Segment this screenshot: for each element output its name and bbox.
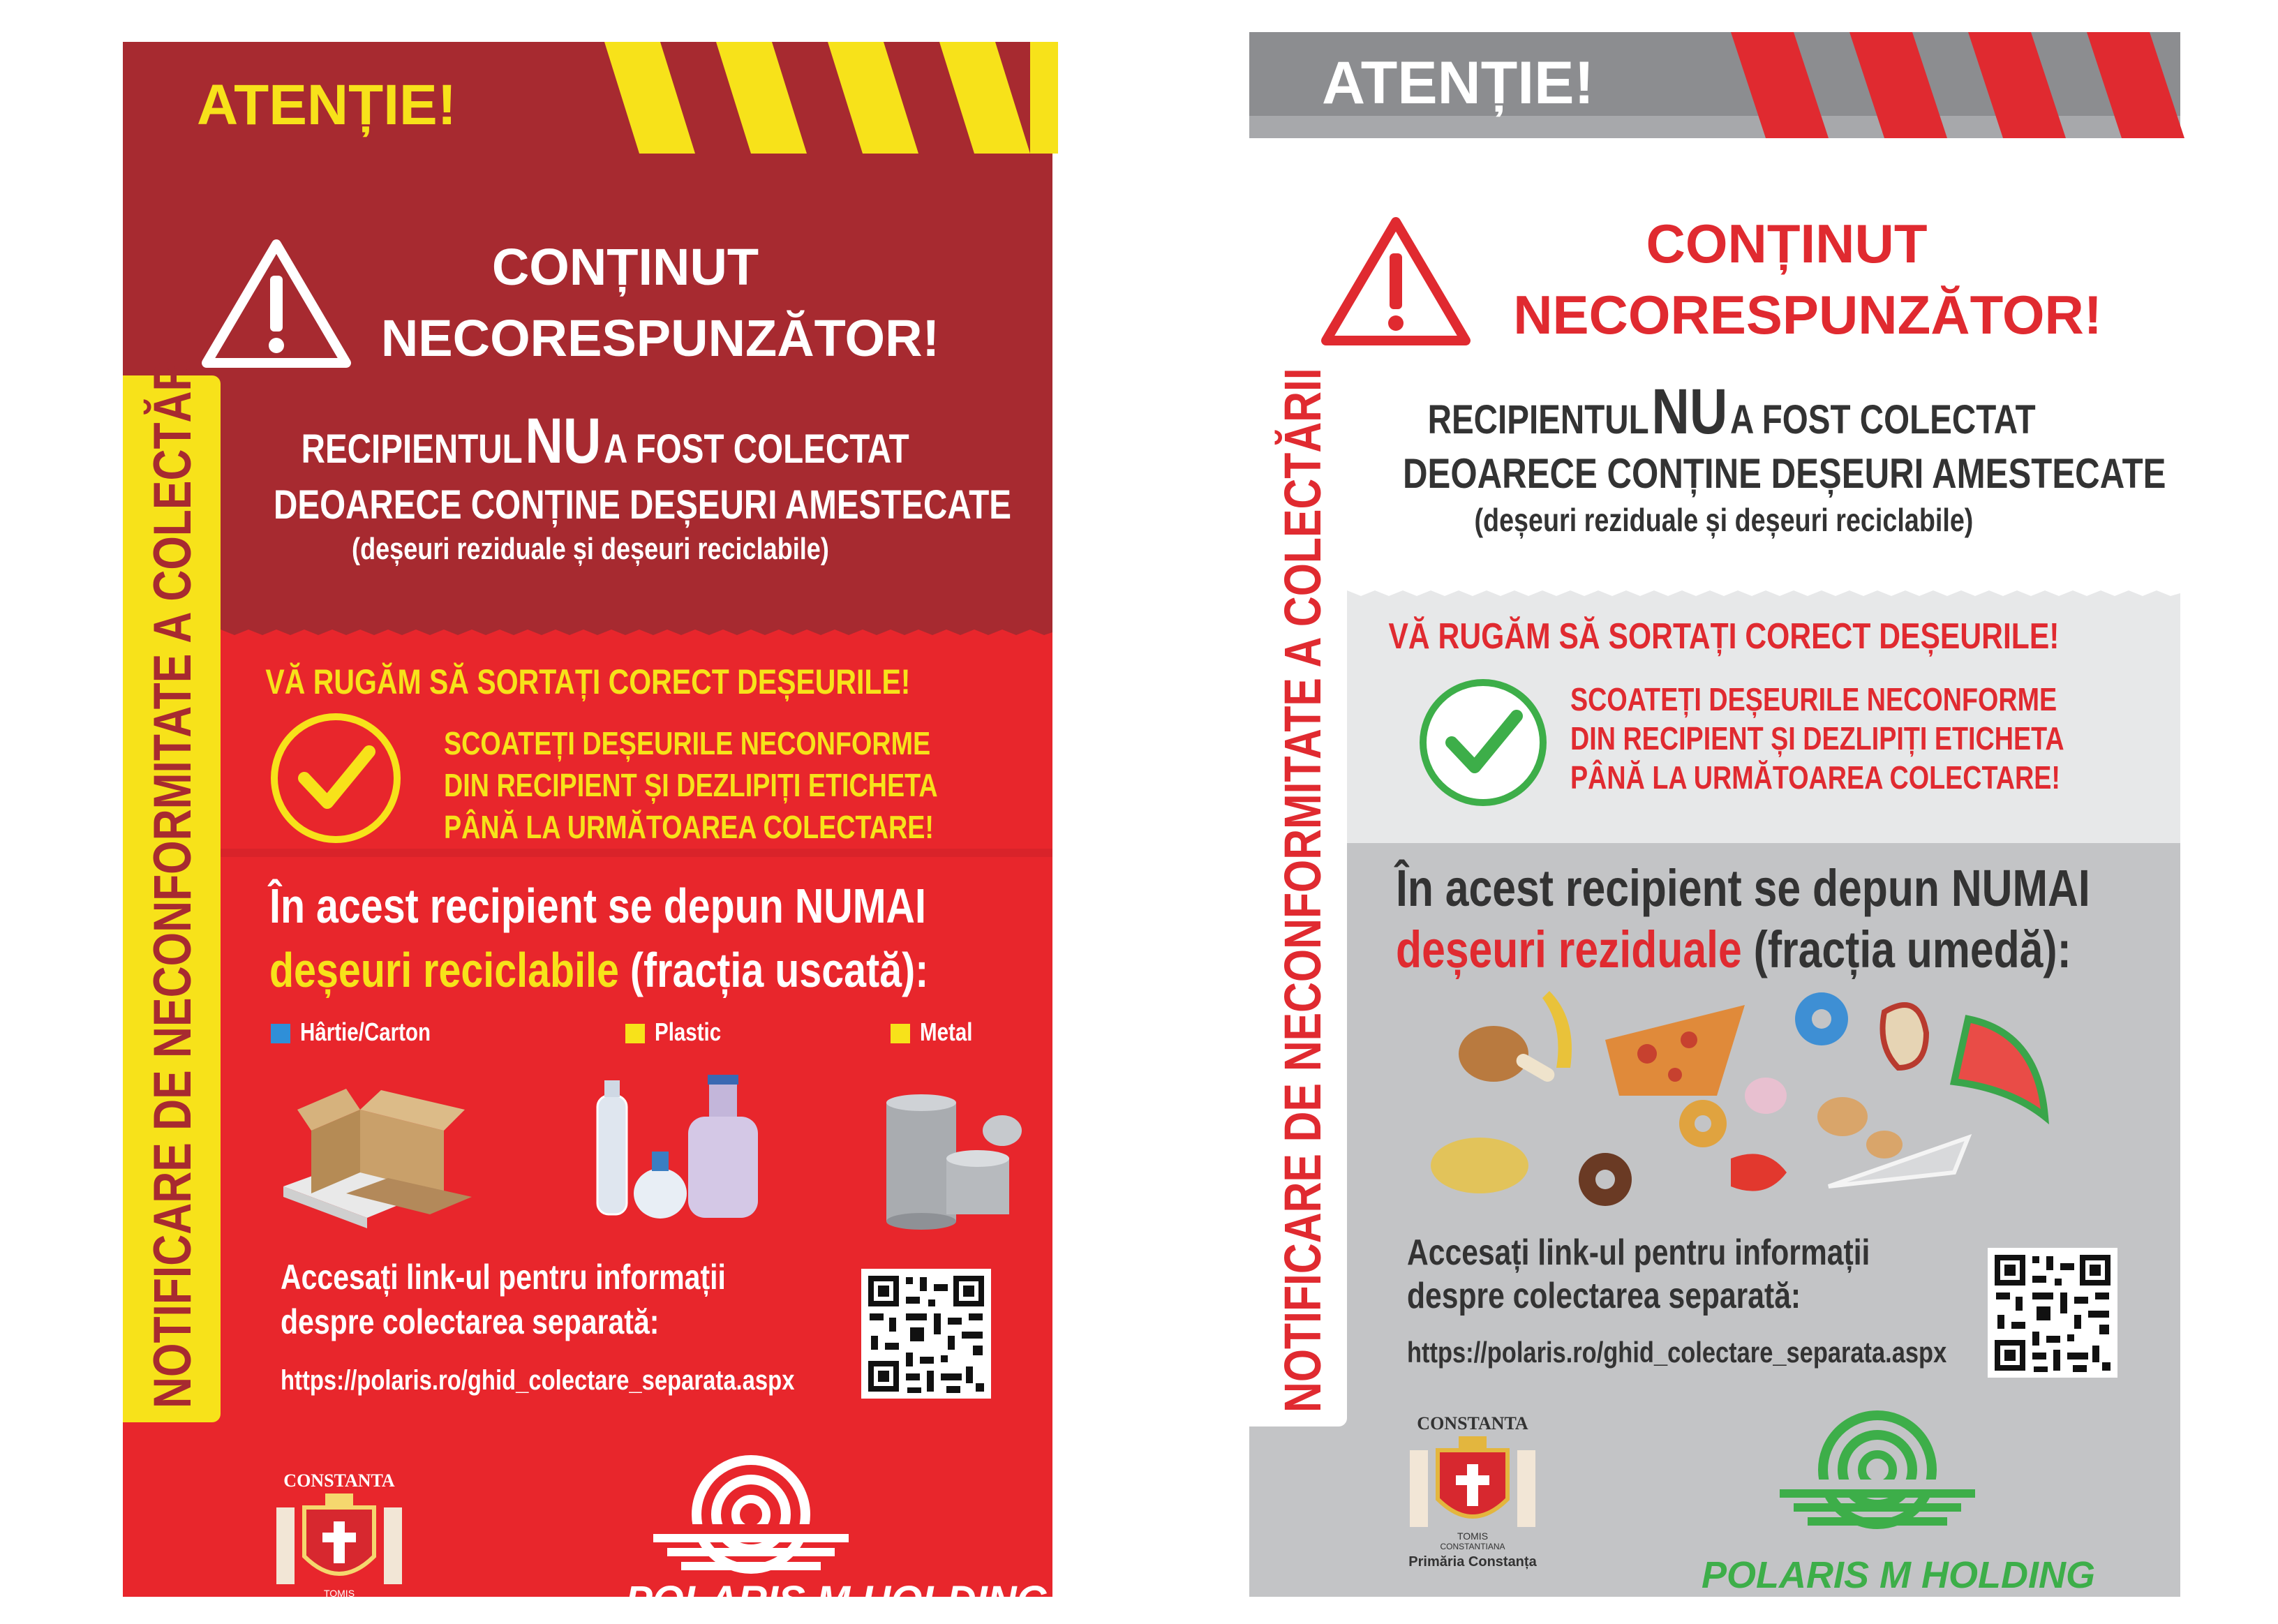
crest-top-text: CONSTANTA (283, 1470, 395, 1491)
legend-metal-label: Metal (920, 1018, 973, 1046)
instruction-line1: SCOATEȚI DEȘEURILE NECONFORME (1570, 681, 2057, 717)
heading-line1: CONȚINUT (491, 238, 759, 296)
red-header-band (123, 42, 1052, 154)
notice-line1 (234, 405, 946, 478)
heading-line2: NECORESPUNZĂTOR! (380, 309, 940, 367)
grey-notice-card (1249, 32, 2180, 1597)
sort-request: VĂ RUGĂM SĂ SORTAȚI CORECT DEȘEURILE! (1388, 616, 2060, 657)
info-rest: (fracția uscată): (630, 943, 929, 997)
company-name: POLARIS M HOLDING (1702, 1554, 2095, 1596)
instruction-line2: DIN RECIPIENT ȘI DEZLIPIȚI ETICHETA (1570, 720, 2064, 757)
side-label: NOTIFICARE DE NECONFORMITATE A COLECTĂRII (1274, 368, 1332, 1413)
red-notice-card (123, 42, 1052, 1623)
grey-upper-section (1249, 138, 2180, 599)
notice-line3: (deșeuri reziduale și deșeuri reciclabile) (1474, 502, 1974, 538)
info-line2-wrap (1396, 920, 2164, 979)
warning-triangle-icon (1319, 215, 1473, 348)
header-title: ATENȚIE! (1322, 50, 1595, 117)
crest-bottom-text: TOMIS (1457, 1530, 1489, 1542)
constanta-crest-logo (1389, 1408, 1556, 1569)
qr-code[interactable] (861, 1269, 991, 1399)
crest-top-text: CONSTANTA (1417, 1413, 1528, 1433)
instruction-line1: SCOATEȚI DEȘEURILE NECONFORME (444, 725, 931, 761)
sort-request-wrap (1305, 616, 2143, 657)
section-divider (123, 849, 1052, 857)
notice-line3-wrap (234, 532, 946, 567)
instruction-block (444, 722, 1002, 848)
company-name-partial: POLARIS M HOLDING (625, 1578, 1048, 1623)
crest-bottom-text: TOMIS (323, 1588, 355, 1599)
link-line2: despre colectarea separată: (1407, 1276, 1801, 1316)
heading-line1: CONȚINUT (1646, 213, 1928, 274)
metal-cans-icon (877, 1089, 1030, 1242)
grey-header-band (1249, 32, 2180, 138)
crest-under-text: CONSTANTIANA (1440, 1542, 1505, 1551)
notice-line3-wrap (1361, 501, 2087, 539)
info-line1: În acest recipient se depun NUMAI (1396, 859, 2090, 917)
notice-line3: (deșeuri reziduale și deșeuri reciclabile) (352, 532, 829, 566)
side-tab (1249, 366, 1347, 1426)
link-url-wrap[interactable] (1407, 1336, 2065, 1369)
legend-swatch-yellow (625, 1024, 645, 1043)
checkmark-circle-icon (1413, 673, 1553, 812)
link-url-wrap[interactable] (281, 1365, 907, 1396)
notice-line2-wrap (1319, 449, 2166, 498)
zigzag-divider (123, 625, 1052, 646)
legend-paper-label: Hârtie/Carton (300, 1018, 431, 1046)
link-text-block (281, 1255, 824, 1344)
instruction-line2: DIN RECIPIENT ȘI DEZLIPIȚI ETICHETA (444, 767, 938, 803)
link-url[interactable]: https://polaris.ro/ghid_colectare_separata.aspx (1407, 1336, 1947, 1369)
link-line2: despre colectarea separată: (281, 1302, 660, 1341)
link-url[interactable]: https://polaris.ro/ghid_colectare_separata.aspx (281, 1365, 795, 1396)
link-line1: Accesați link-ul pentru informații (1407, 1232, 1870, 1273)
sort-request-wrap (165, 662, 1011, 702)
warning-triangle-icon (200, 237, 353, 370)
info-line1-wrap (1396, 858, 2164, 918)
link-text-block (1407, 1231, 1972, 1318)
sort-request: VĂ RUGĂM SĂ SORTAȚI CORECT DEȘEURILE! (265, 662, 911, 701)
legend-plastic-label: Plastic (655, 1018, 722, 1046)
notice-emphasis: NU (525, 405, 602, 477)
crest-under-text: CONSTANTIANA (306, 1597, 372, 1607)
checkmark-circle-icon (266, 708, 405, 848)
red-upper-section (123, 154, 1052, 635)
info-rest: (fracția umedă): (1753, 921, 2071, 978)
link-line1: Accesați link-ul pentru informații (281, 1258, 726, 1297)
polaris-logo (625, 1452, 877, 1591)
polaris-logo (1752, 1407, 2003, 1547)
info-highlight: deșeuri reziduale (1396, 921, 1742, 978)
side-label: NOTIFICARE DE NECONFORMITATE A COLECTĂRII (143, 335, 202, 1408)
header-title: ATENȚIE! (197, 73, 457, 137)
notice-line2: DEOARECE CONȚINE DEȘEURI AMESTECATE (1403, 450, 2166, 497)
legend-plastic (625, 1018, 736, 1047)
plastic-bottles-icon (583, 1068, 793, 1228)
notice-emphasis: NU (1651, 376, 1728, 447)
side-tab (123, 335, 221, 1422)
legend-swatch-blue (271, 1024, 290, 1043)
info-highlight: deșeuri reciclabile (269, 943, 619, 997)
qr-code[interactable] (1988, 1248, 2117, 1378)
info-line1: În acest recipient se depun NUMAI (269, 879, 926, 933)
cardboard-box-icon (269, 1082, 479, 1235)
notice-suffix: A FOST COLECTAT (1729, 397, 2036, 442)
crest-caption: Primăria Constanța (1408, 1554, 1537, 1570)
heading-line2: NECORESPUNZĂTOR! (1513, 284, 2102, 345)
legend-metal (891, 1018, 984, 1047)
notice-prefix: RECIPIENTUL (1427, 397, 1649, 442)
food-waste-icon (1438, 977, 2094, 1228)
notice-line1 (1361, 375, 2087, 449)
constanta-crest-logo (255, 1466, 423, 1605)
notice-prefix: RECIPIENTUL (301, 426, 523, 472)
notice-line2-wrap (193, 482, 1011, 528)
info-line2-wrap (269, 942, 1037, 998)
legend-swatch-yellow (891, 1024, 910, 1043)
info-line1-wrap (269, 878, 1037, 934)
notice-line2: DEOARECE CONȚINE DEȘEURI AMESTECATE (274, 482, 1011, 528)
instruction-line3: PÂNĂ LA URMĂTOAREA COLECTARE! (444, 809, 934, 845)
instruction-block (1570, 680, 2143, 797)
zigzag-divider (1249, 588, 2180, 604)
legend-paper (271, 1018, 459, 1047)
notice-suffix: A FOST COLECTAT (603, 426, 909, 472)
instruction-line3: PÂNĂ LA URMĂTOAREA COLECTARE! (1570, 759, 2060, 796)
